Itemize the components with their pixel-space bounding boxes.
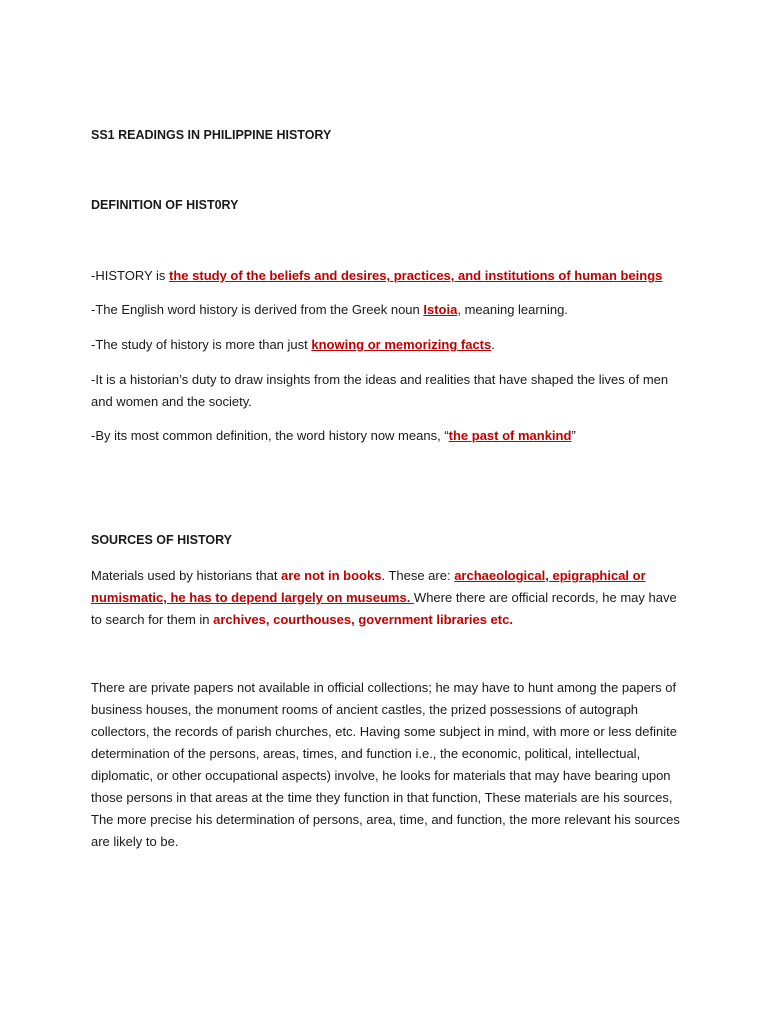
highlight-text: archives, courthouses, government libraries etc. — [213, 612, 513, 627]
text-span: ” — [571, 428, 576, 443]
definition-paragraph-3 — [91, 334, 687, 356]
definition-paragraph-5 — [91, 425, 687, 447]
section-heading-sources: SOURCES OF HISTORY — [91, 533, 232, 547]
highlight-text: are not in books — [281, 568, 382, 583]
highlight-text: Istoia — [423, 302, 458, 317]
text-span: , meaning learning. — [457, 302, 568, 317]
definition-paragraph-2 — [91, 299, 687, 321]
text-span: . — [491, 337, 495, 352]
text-span: Where there are official records, he may have to search for them in — [91, 590, 677, 627]
highlight-text: the past of mankind — [448, 428, 572, 443]
definition-paragraph-4: -It is a historian’s duty to draw insights from the ideas and realities that have shaped the lives of men and women and the society. — [91, 372, 669, 409]
text-span: . These are: — [381, 568, 455, 583]
section-heading-definition: DEFINITION OF HIST0RY — [91, 198, 239, 212]
highlight-text: the study of the beliefs and desires, practices, and institutions of human beings — [169, 268, 663, 283]
text-span: -The English word history is derived from the Greek noun — [91, 302, 424, 317]
document-title: SS1 READINGS IN PHILIPPINE HISTORY — [91, 128, 332, 142]
definition-paragraph-1 — [91, 265, 687, 287]
text-span: -The study of history is more than just — [91, 337, 312, 352]
highlight-text: knowing or memorizing facts — [311, 337, 492, 352]
highlight-text: archaeological, epigraphical or numismatic, he has to depend largely on museums. — [91, 568, 646, 605]
text-span: -HISTORY is — [91, 268, 170, 283]
text-span: Materials used by historians that — [91, 568, 282, 583]
sources-paragraph-1 — [91, 565, 687, 631]
sources-paragraph-2: There are private papers not available in official collections; he may have to hunt among the papers of business houses, the monument rooms of ancient castles, the prized possessions of autograph collectors, the records of parish churches, etc. Having some subject in mind, with more or less definite determination of the persons, areas, times, and function i.e., the economic, political, intellectual, diplomatic, or other occupational aspects) involve, he looks for materials that may have bearing upon those persons in that areas at the time they function in that function, These materials are his sources, The more precise his determination of persons, area, time, and function, the more relevant his sources are likely to be. — [91, 680, 680, 849]
text-span: -By its most common definition, the word history now means, “ — [91, 428, 449, 443]
